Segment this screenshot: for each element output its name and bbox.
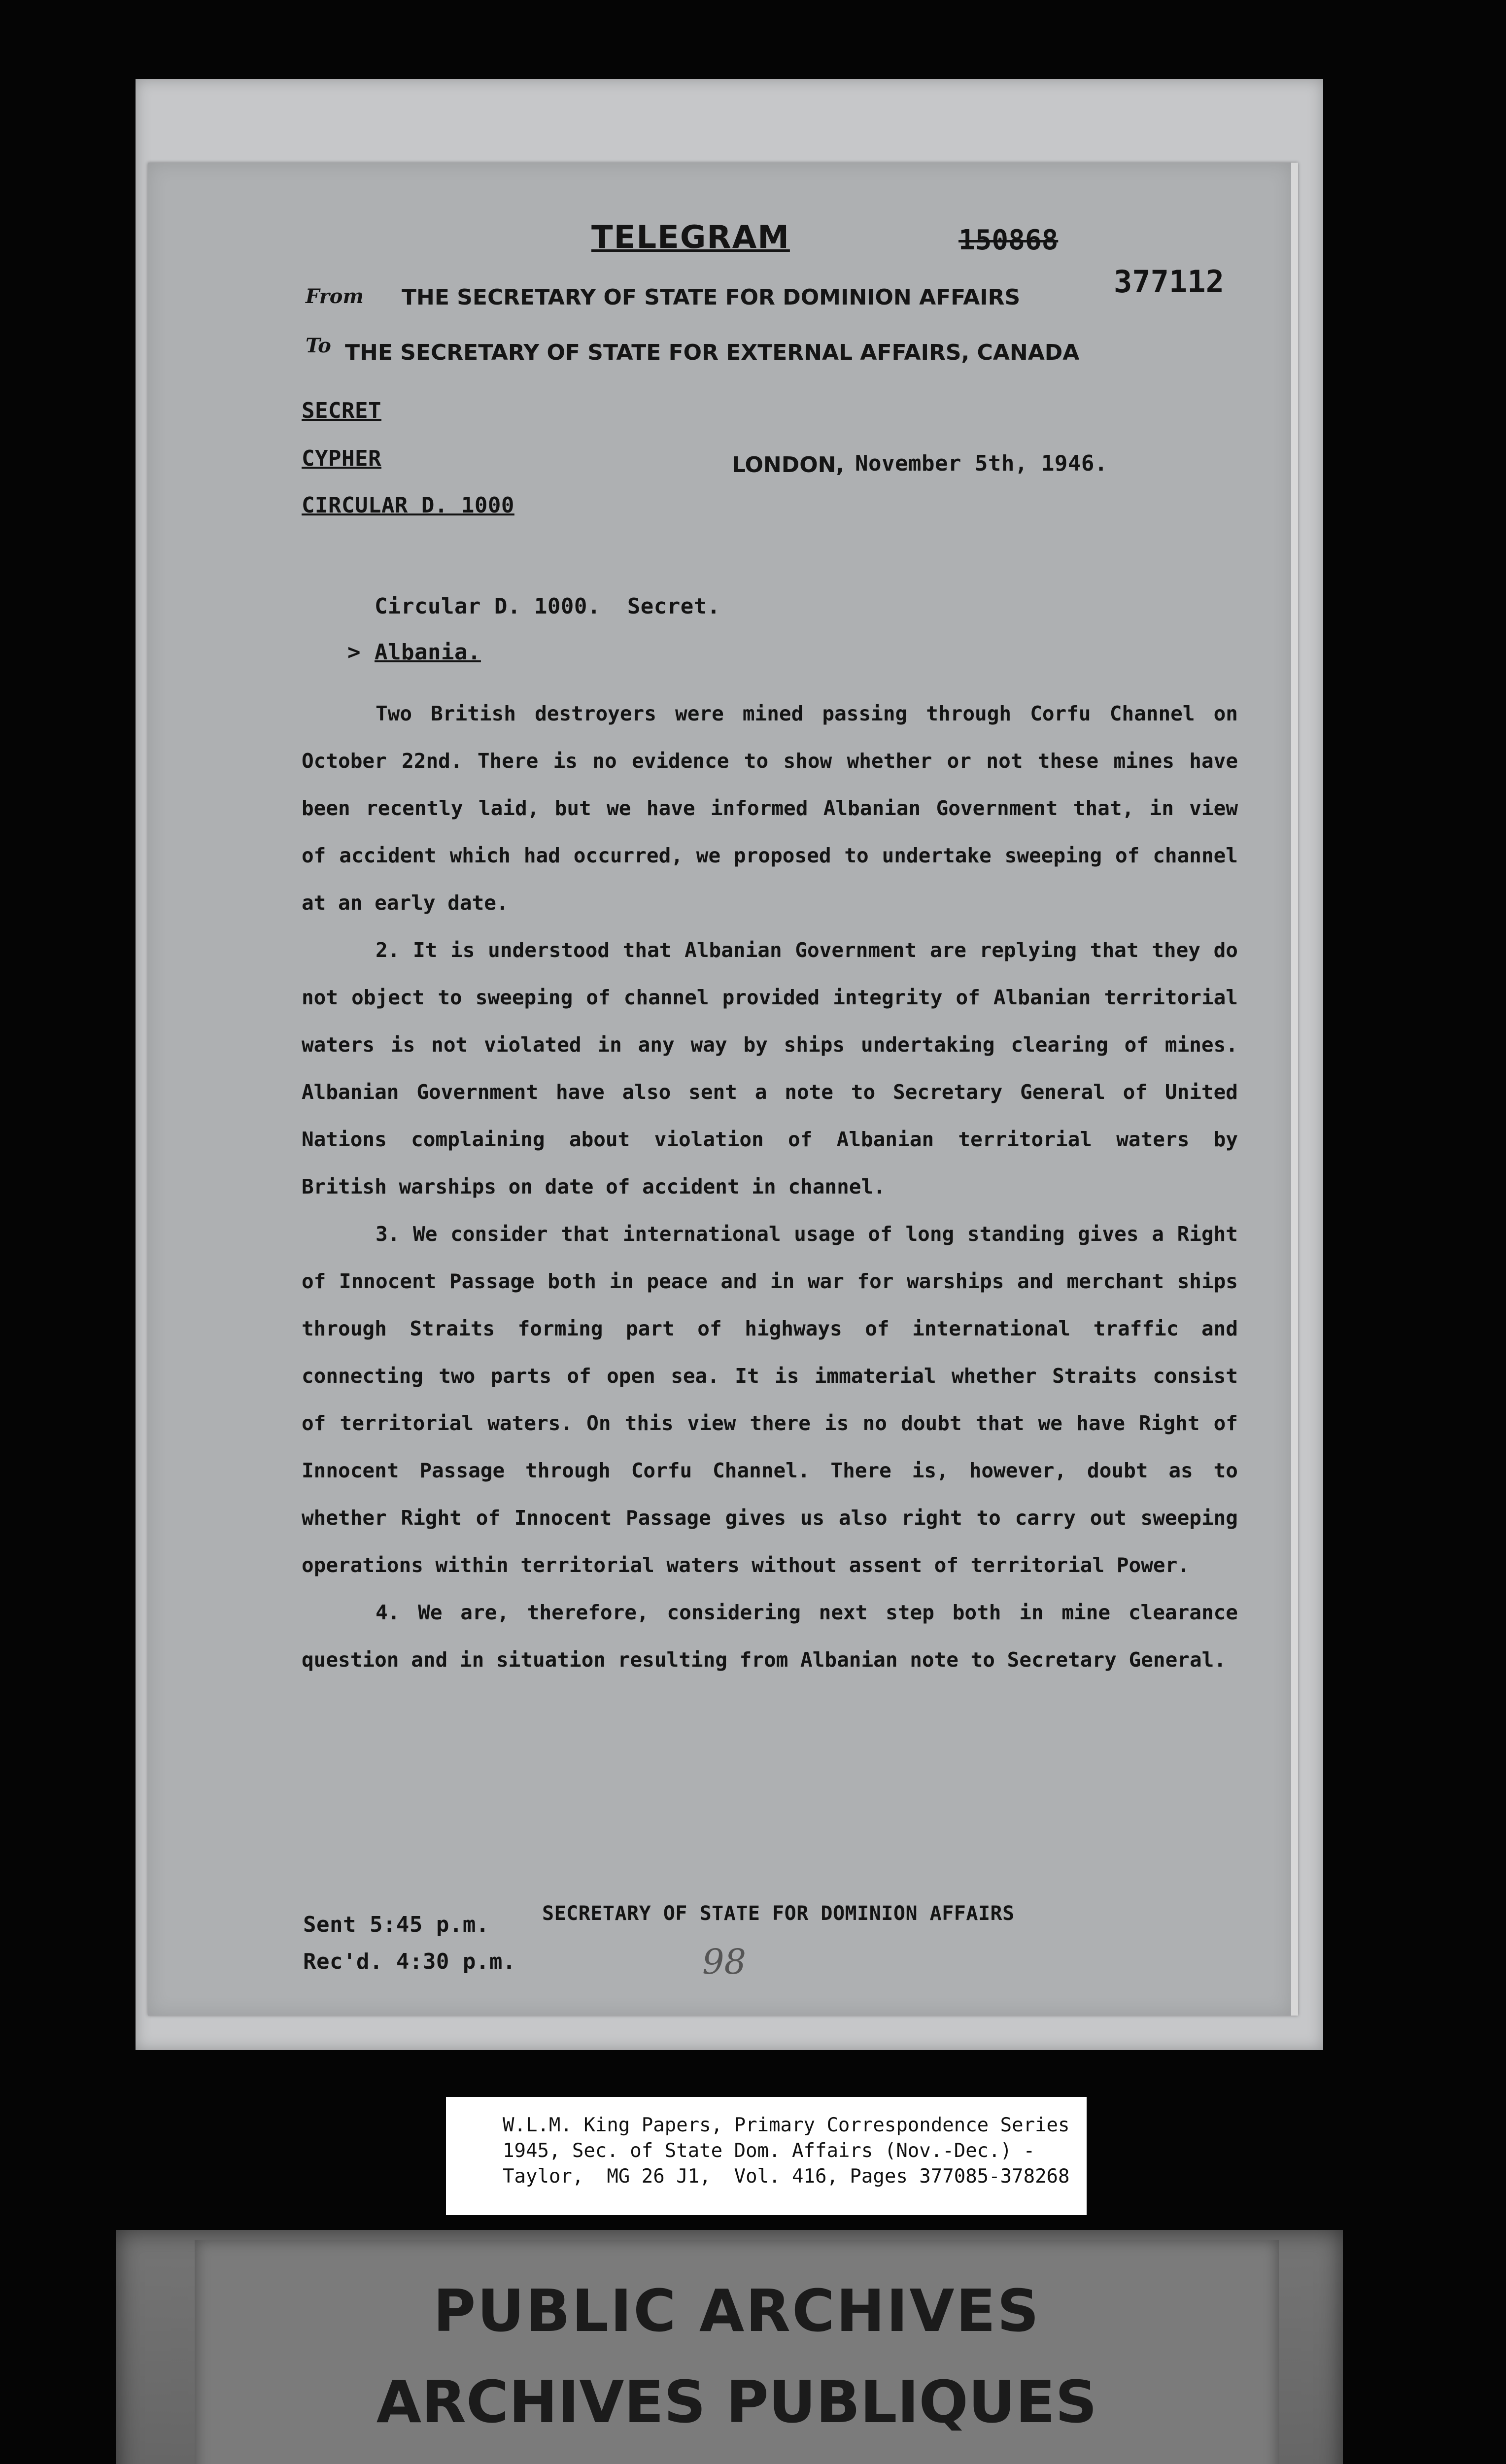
paragraph-1: Two British destroyers were mined passing through Corfu Channel on October 22nd. There is no evidence to show whether or not these mines have been recently laid, but we have informed Albanian Government that, in view of accident which had occurred, we proposed to undertake sweeping of channel at an early date. <box>302 702 1238 915</box>
subject: Albania. <box>375 640 481 665</box>
paragraph-4: 4. We are, therefore, considering next step both in mine clearance question and in situation resulting from Albanian note to Secretary General. <box>302 1601 1238 1672</box>
from-label: From <box>306 285 364 308</box>
label-line: Taylor, MG 26 J1, Vol. 416, Pages 377085-378268 <box>503 2165 1070 2188</box>
classification-cypher: CYPHER <box>302 446 381 471</box>
subject-marker: > <box>347 640 361 665</box>
place: LONDON, <box>732 452 845 478</box>
paragraph-2: 2. It is understood that Albanian Government are replying that they do not object to sweeping of channel provided integrity of Albanian territorial waters is not violated in any way by ships undertaking clearing of mines. Albanian Government have also sent a note to Secretary General of United Nations complaining about violation of Albanian territorial waters by British warships on date of accident in channel. <box>302 938 1238 1198</box>
archives-plate <box>195 2240 1279 2464</box>
struck-file-number: 150868 <box>958 224 1059 256</box>
archives-line-french: ARCHIVES PUBLIQUES <box>376 2368 1097 2436</box>
classification-circular: CIRCULAR D. 1000 <box>302 493 514 518</box>
file-number: 377112 <box>1114 264 1224 300</box>
paragraph-3: 3. We consider that international usage of long standing gives a Right of Innocent Passage both in peace and in war for warships and merchant ships through Straits forming part of highways of international traffic and connecting two parts of open sea. It is immaterial whether Straits consist of territorial waters. On this view there is no doubt that we have Right of Innocent Passage through Corfu Channel. There is, however, doubt as to whether Right of Innocent Passage gives us also right to carry out sweeping operations within territorial waters without assent of territorial Power. <box>302 1222 1238 1577</box>
label-line: W.L.M. King Papers, Primary Correspondence Series <box>503 2114 1070 2136</box>
received-time: Rec'd. 4:30 p.m. <box>303 1949 516 1974</box>
from-text: THE SECRETARY OF STATE FOR DOMINION AFFAIRS <box>402 285 1021 310</box>
reference-label <box>446 2097 1087 2215</box>
circular-heading: Circular D. 1000. Secret. <box>375 594 720 619</box>
archives-line-english: PUBLIC ARCHIVES <box>433 2277 1041 2345</box>
handwritten-page-number: 98 <box>702 1942 747 1982</box>
to-text: THE SECRETARY OF STATE FOR EXTERNAL AFFAIRS, CANADA <box>345 340 1080 365</box>
signature: SECRETARY OF STATE FOR DOMINION AFFAIRS <box>542 1902 1015 1925</box>
telegram-title: TELEGRAM <box>591 219 790 256</box>
telegram-body <box>302 690 1238 1683</box>
sent-time: Sent 5:45 p.m. <box>303 1912 489 1937</box>
date: November 5th, 1946. <box>855 451 1108 476</box>
to-label: To <box>306 334 331 357</box>
archives-banner <box>116 2230 1343 2464</box>
classification-secret: SECRET <box>302 398 381 423</box>
label-line: 1945, Sec. of State Dom. Affairs (Nov.-Dec.) - <box>503 2140 1035 2162</box>
